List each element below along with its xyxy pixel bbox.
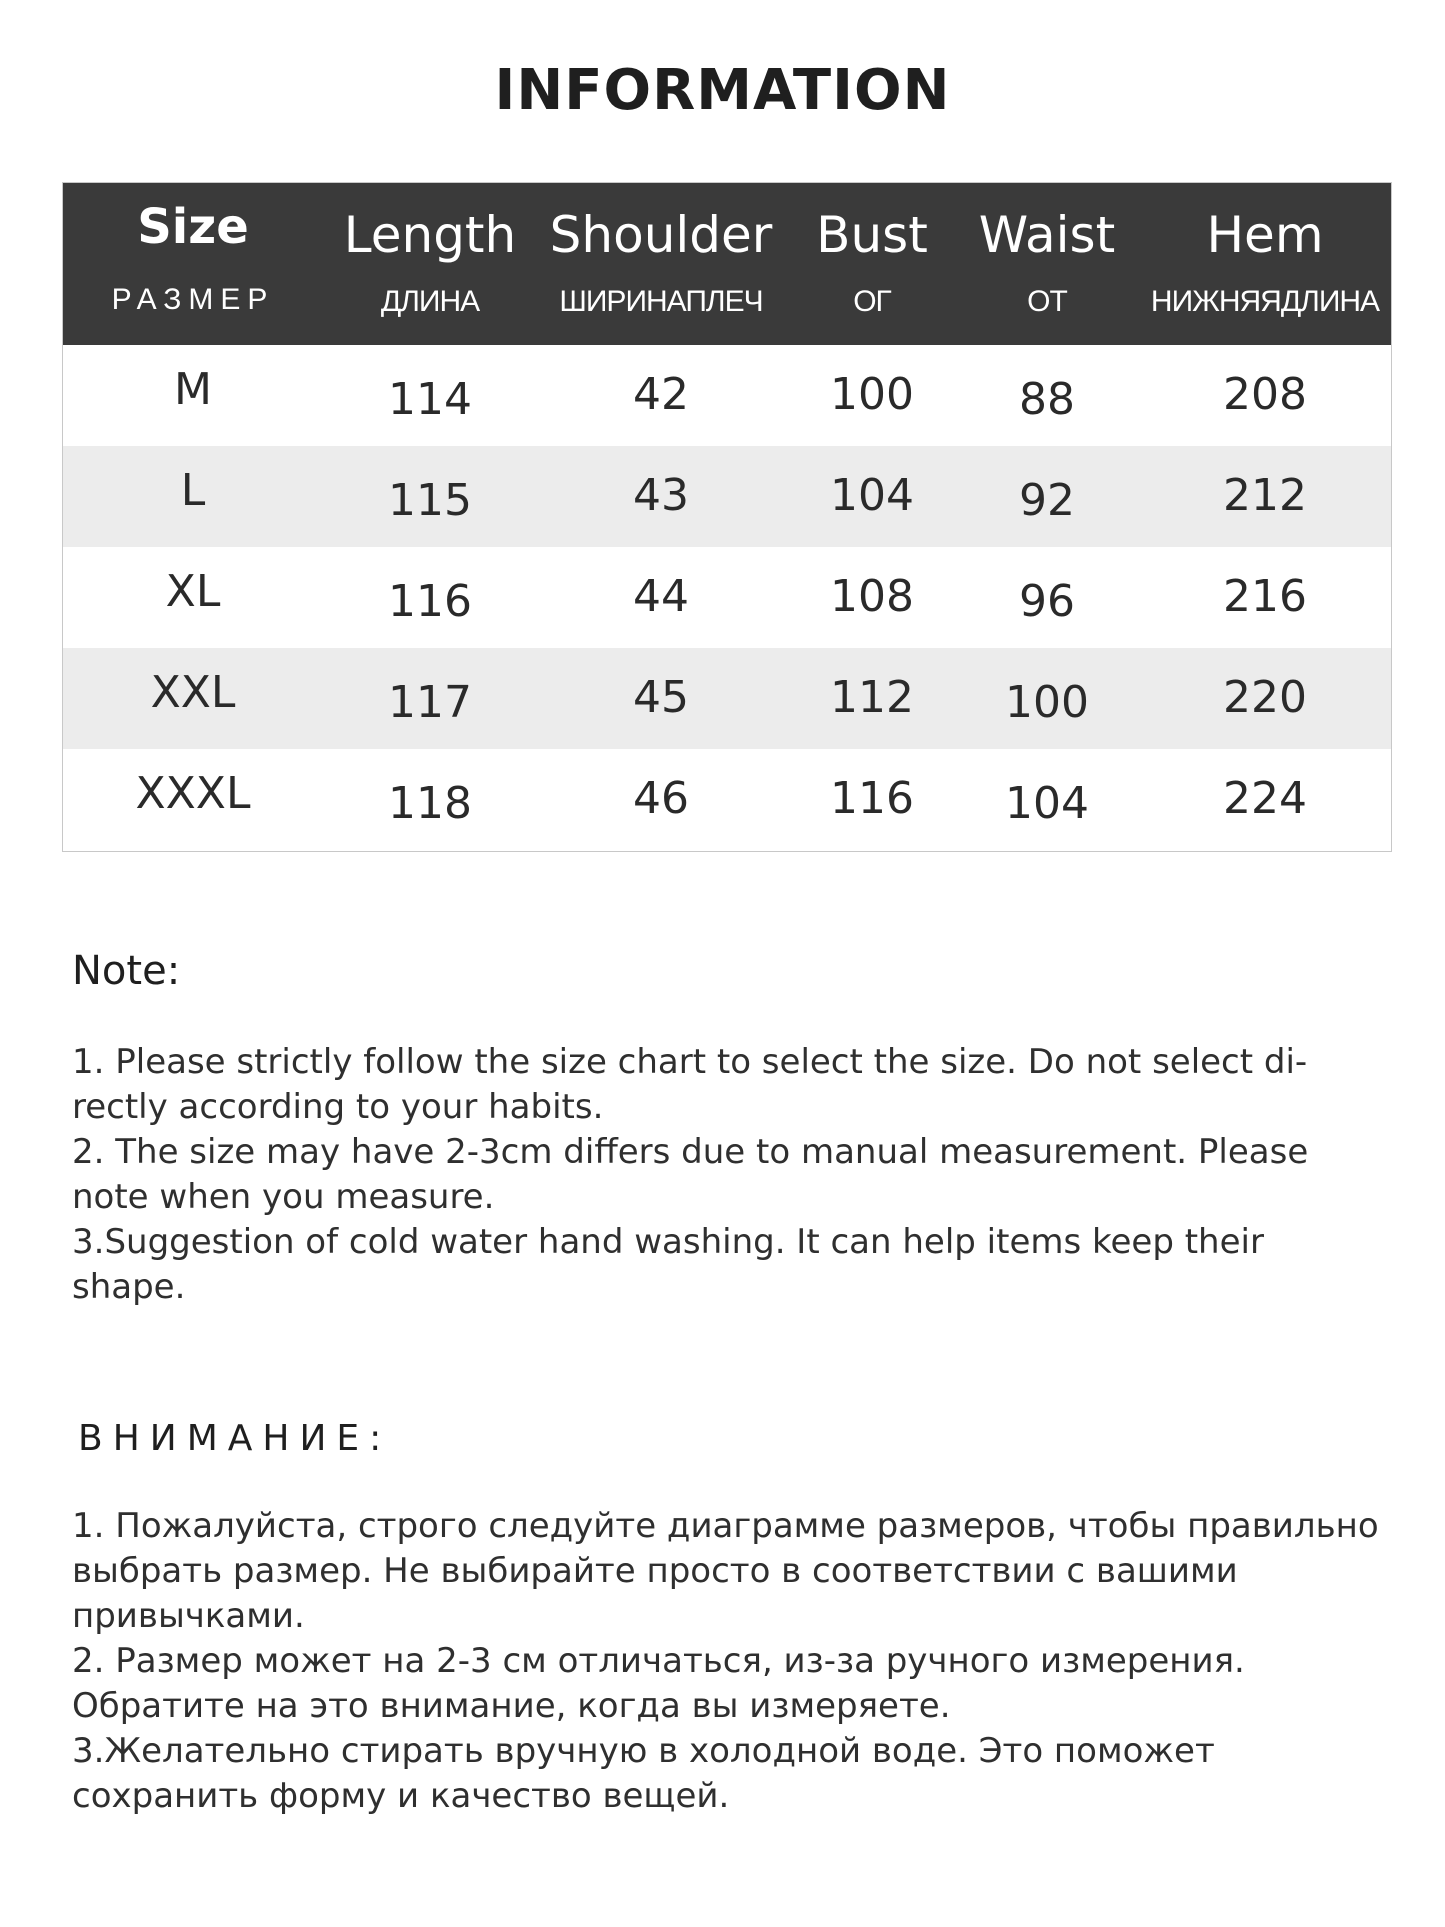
header-length: [325, 183, 535, 345]
cell-hem: 212: [1223, 470, 1307, 521]
cell-shoulder: 43: [633, 470, 689, 521]
header-bust-ru: ОГ: [853, 285, 891, 318]
header-size-ru: РАЗМЕР: [111, 283, 275, 316]
table-row: [63, 345, 1391, 446]
note-line: note when you measure.: [72, 1177, 495, 1217]
attention-line: 1. Пожалуйста, строго следуйте диаграмме размеров, чтобы правильно: [72, 1506, 1379, 1546]
cell-bust: 100: [830, 369, 914, 420]
header-shoulder-ru: ШИРИНАПЛЕЧ: [559, 285, 763, 318]
cell-size: XL: [165, 566, 221, 617]
attention-line: 3.Желательно стирать вручную в холодной воде. Это поможет: [72, 1731, 1215, 1771]
header-length-en: Length: [343, 206, 517, 264]
cell-shoulder: 44: [633, 571, 689, 622]
header-bust: [787, 183, 957, 345]
cell-hem: 216: [1223, 571, 1307, 622]
header-bust-en: Bust: [816, 206, 928, 264]
cell-shoulder: 42: [633, 369, 689, 420]
note-text: [72, 1040, 1392, 1310]
header-waist-ru: ОТ: [1027, 285, 1067, 318]
cell-shoulder: 46: [633, 773, 689, 824]
cell-length: 116: [388, 576, 472, 627]
header-length-ru: ДЛИНА: [380, 285, 480, 318]
cell-bust: 104: [830, 470, 914, 521]
header-size-en: Size: [137, 199, 249, 255]
cell-hem: 208: [1223, 369, 1307, 420]
header-hem: [1137, 183, 1393, 345]
note-line: 3.Suggestion of cold water hand washing. It can help items keep their: [72, 1222, 1264, 1262]
cell-waist: 92: [1019, 475, 1075, 526]
attention-line: сохранить форму и качество вещей.: [72, 1776, 730, 1816]
cell-hem: 224: [1223, 773, 1307, 824]
attention-line: 2. Размер может на 2-3 см отличаться, из-за ручного измерения.: [72, 1641, 1245, 1681]
cell-waist: 100: [1005, 677, 1089, 728]
cell-bust: 116: [830, 773, 914, 824]
cell-bust: 112: [830, 672, 914, 723]
cell-waist: 104: [1005, 778, 1089, 829]
header-shoulder: [535, 183, 787, 345]
cell-length: 118: [388, 778, 472, 829]
cell-waist: 88: [1019, 374, 1075, 425]
header-hem-ru: НИЖНЯЯДЛИНА: [1150, 285, 1380, 318]
cell-size: XXL: [150, 667, 236, 718]
cell-length: 114: [388, 374, 472, 425]
attention-title: ВНИМАНИЕ:: [78, 1418, 392, 1459]
table-row: [63, 749, 1391, 851]
cell-hem: 220: [1223, 672, 1307, 723]
note-line: rectly according to your habits.: [72, 1087, 604, 1127]
note-title: Note:: [72, 948, 181, 994]
attention-line: Обратите на это внимание, когда вы измеряете.: [72, 1686, 951, 1726]
cell-size: L: [180, 465, 206, 516]
attention-line: привычками.: [72, 1596, 305, 1636]
header-hem-en: Hem: [1206, 206, 1324, 264]
header-waist-en: Waist: [978, 206, 1116, 264]
table-row: [63, 648, 1391, 749]
header-shoulder-en: Shoulder: [549, 206, 773, 264]
header-size: [63, 183, 323, 345]
size-chart-table: [62, 182, 1392, 852]
cell-length: 117: [388, 677, 472, 728]
table-row: [63, 547, 1391, 648]
header-waist: [957, 183, 1137, 345]
cell-bust: 108: [830, 571, 914, 622]
cell-size: XXXL: [135, 768, 251, 819]
note-line: 1. Please strictly follow the size chart to select the size. Do not select di-: [72, 1042, 1308, 1082]
cell-size: M: [174, 364, 212, 415]
table-row: [63, 446, 1391, 547]
cell-length: 115: [388, 475, 472, 526]
cell-shoulder: 45: [633, 672, 689, 723]
note-line: shape.: [72, 1267, 186, 1307]
cell-waist: 96: [1019, 576, 1075, 627]
table-header: [63, 183, 1391, 345]
page-title: INFORMATION: [494, 58, 951, 123]
attention-line: выбрать размер. Не выбирайте просто в соответствии с вашими: [72, 1551, 1238, 1591]
note-line: 2. The size may have 2-3cm differs due to manual measurement. Please: [72, 1132, 1309, 1172]
attention-text: [72, 1504, 1392, 1819]
